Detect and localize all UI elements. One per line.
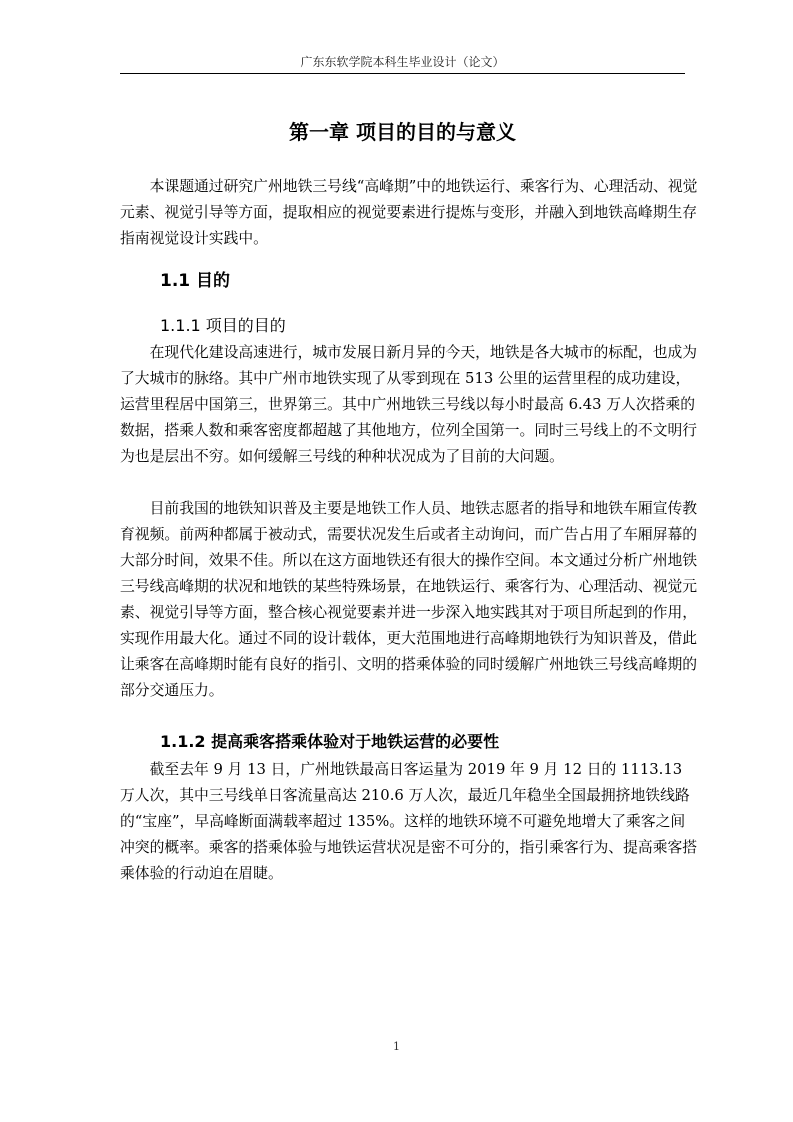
section-heading-1-1: 1.1 目的 [160, 271, 231, 291]
intro-paragraph: 本课题通过研究广州地铁三号线“高峰期”中的地铁运行、乘客行为、心理活动、视觉元素、视觉引导等方面，提取相应的视觉要素进行提炼与变形，并融入到地铁高峰期生存指南视觉设计实践中。 [120, 178, 698, 247]
body-paragraph: 目前我国的地铁知识普及主要是地铁工作人员、地铁志愿者的指导和地铁车厢宣传教育视频。前两种都属于被动式，需要状况发生后或者主动询问，而广告占用了车厢屏幕的大部分时间，效果不佳。所以在这方面地铁还有很大的操作空间。本文通过分析广州地铁三号线高峰期的状况和地铁的某些特殊场景，在地铁运行、乘客行为、心理活动、视觉元素、视觉引导等方面，整合核心视觉要素并进一步深入地实践其对于项目所起到的作用，实现作用最大化。通过不同的设计载体，更大范围地进行高峰期地铁行为知识普及，借此让乘客在高峰期时能有良好的指引、文明的搭乘体验的同时缓解广州地铁三号线高峰期的部分交通压力。 [120, 500, 698, 699]
body-paragraph: 截至去年 9 月 13 日，广州地铁最高日客运量为 2019 年 9 月 12 日的 1113.13 万人次，其中三号线单日客流量高达 210.6 万人次，最近几年稳坐全国最拥挤地铁线路的“宝座”，早高峰断面满载率超过 135%。这样的地铁环境不可避免地增大了乘客之间冲突的概率。乘客的搭乘体验与地铁运营状况是密不可分的，指引乘客行为、提高乘客搭乘体验的行动迫在眉睫。 [120, 761, 698, 882]
section-heading-1-1-1: 1.1.1 项目的目的 [160, 316, 286, 335]
section-heading-1-1-2: 1.1.2 提高乘客搭乘体验对于地铁运营的必要性 [160, 732, 500, 751]
page-number: 1 [393, 1040, 400, 1053]
body-paragraph: 在现代化建设高速进行，城市发展日新月异的今天，地铁是各大城市的标配，也成为了大城市的脉络。其中广州市地铁实现了从零到现在 513 公里的运营里程的成功建设，运营里程居中国第三，世界第三。其中广州地铁三号线以每小时最高 6.43 万人次搭乘的数据，搭乘人数和乘客密度都超越了其他地方，位列全国第一。同时三号线上的不文明行为也是层出不穷。如何缓解三号线的种种状况成为了目前的大问题。 [120, 344, 698, 465]
chapter-title: 第一章 项目的目的与意义 [289, 120, 516, 144]
header-rule [120, 73, 685, 74]
running-header: 广东东软学院本科生毕业设计（论文） [300, 55, 505, 69]
